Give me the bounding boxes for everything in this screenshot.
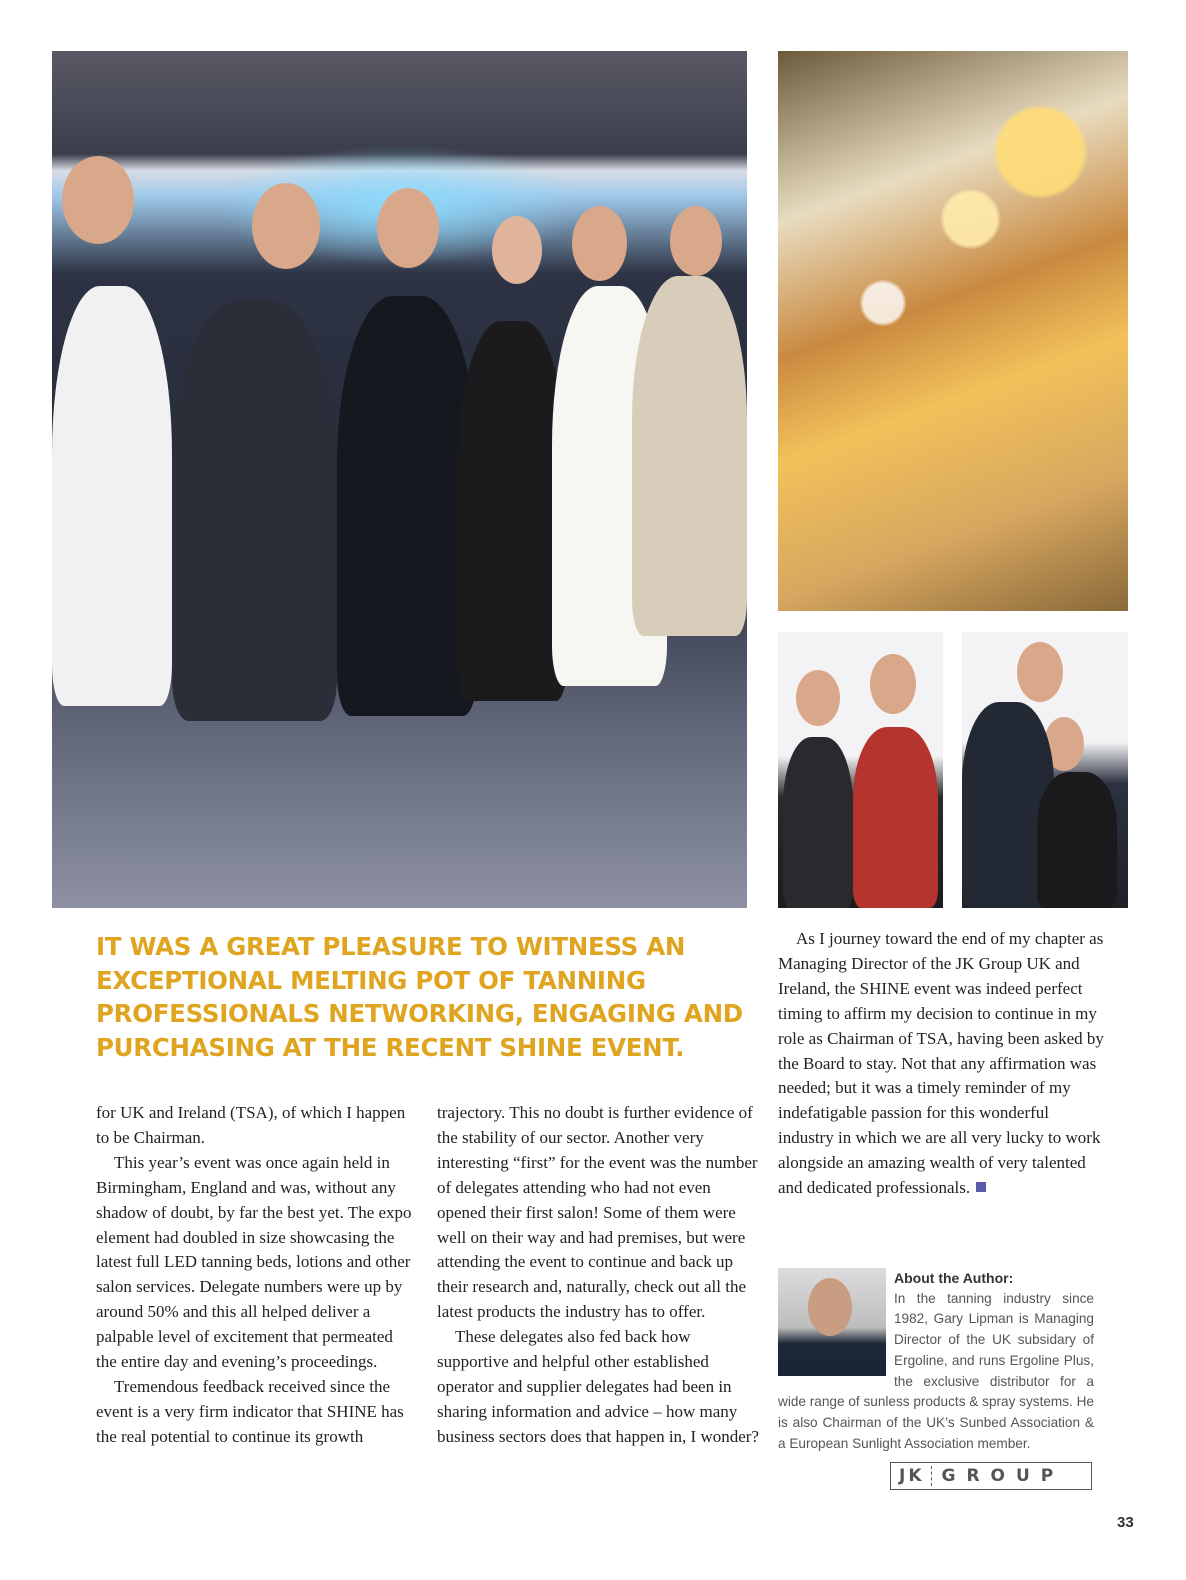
logo-jk: JK bbox=[891, 1466, 932, 1486]
body-column-1 bbox=[96, 1101, 414, 1450]
body-column-2 bbox=[437, 1101, 760, 1450]
led-tanning-bed-photo bbox=[778, 51, 1128, 611]
paragraph: These delegates also fed back how supportive and helpful other established operator and supplier delegates had been in sharing information and advice – how many business sectors does that happen in, I wonder? bbox=[437, 1327, 759, 1446]
paragraph: Tremendous feedback received since the event is a very firm indicator that SHINE has the real potential to continue its growth bbox=[96, 1376, 404, 1446]
logo-group: GROUP bbox=[941, 1466, 1065, 1486]
group-photo-at-tanning-bed bbox=[52, 51, 747, 908]
man-and-woman-photo bbox=[962, 632, 1128, 908]
pull-quote: IT WAS A GREAT PLEASURE TO WITNESS AN EXCEPTIONAL MELTING POT OF TANNING PROFESSIONALS NETWORKING, ENGAGING AND PURCHASING AT THE RECENT SHINE EVENT. bbox=[96, 932, 743, 1062]
paragraph: trajectory. This no doubt is further evidence of the stability of our sector. Another very interesting “first” for the event was the number of delegates attending who had not even opened their first salon! Some of them were well on their way and had premises, but were attending the event to continue and back up their research and, naturally, check out all the latest products the industry has to offer. bbox=[437, 1103, 758, 1322]
about-the-author bbox=[778, 1268, 1094, 1468]
jk-group-logo bbox=[890, 1462, 1092, 1490]
paragraph-text: As I journey toward the end of my chapter as Managing Director of the JK Group UK and Ireland, the SHINE event was indeed perfect timing to affirm my decision to continue in my role as Chairman of TSA, having been asked by the Board to stay. Not that any affirmation was needed; but it was a timely reminder of my indefatigable passion for this wonderful industry in which we are all very lucky to work alongside an amazing wealth of very talented and dedicated professionals. bbox=[778, 929, 1104, 1198]
author-heading: About the Author: bbox=[894, 1270, 1014, 1286]
paragraph: This year’s event was once again held in Birmingham, England and was, without any shadow of doubt, by far the best yet. The expo element had doubled in size showcasing the latest full LED tanning beds, lotions and other salon services. Delegate numbers were up by around 50% and this all helped deliver a palpable level of excitement that permeated the entire day and evening’s proceedings. bbox=[96, 1152, 412, 1372]
author-portrait bbox=[778, 1268, 886, 1376]
body-column-3 bbox=[778, 927, 1108, 1201]
paragraph bbox=[778, 927, 1108, 1201]
two-women-photo bbox=[778, 632, 943, 908]
author-bio: In the tanning industry since 1982, Gary Lipman is Managing Director of the UK subsidary of Ergoline, and runs Ergoline Plus, the exclusive distributor for a wide range of sunless products & spray systems. He is also Chairman of the UK’s Sunbed Association & a European Sunlight Association member. bbox=[778, 1290, 1094, 1451]
end-of-article-mark bbox=[976, 1182, 986, 1192]
page-number: 33 bbox=[1117, 1514, 1134, 1531]
paragraph: for UK and Ireland (TSA), of which I happen to be Chairman. bbox=[96, 1103, 406, 1147]
